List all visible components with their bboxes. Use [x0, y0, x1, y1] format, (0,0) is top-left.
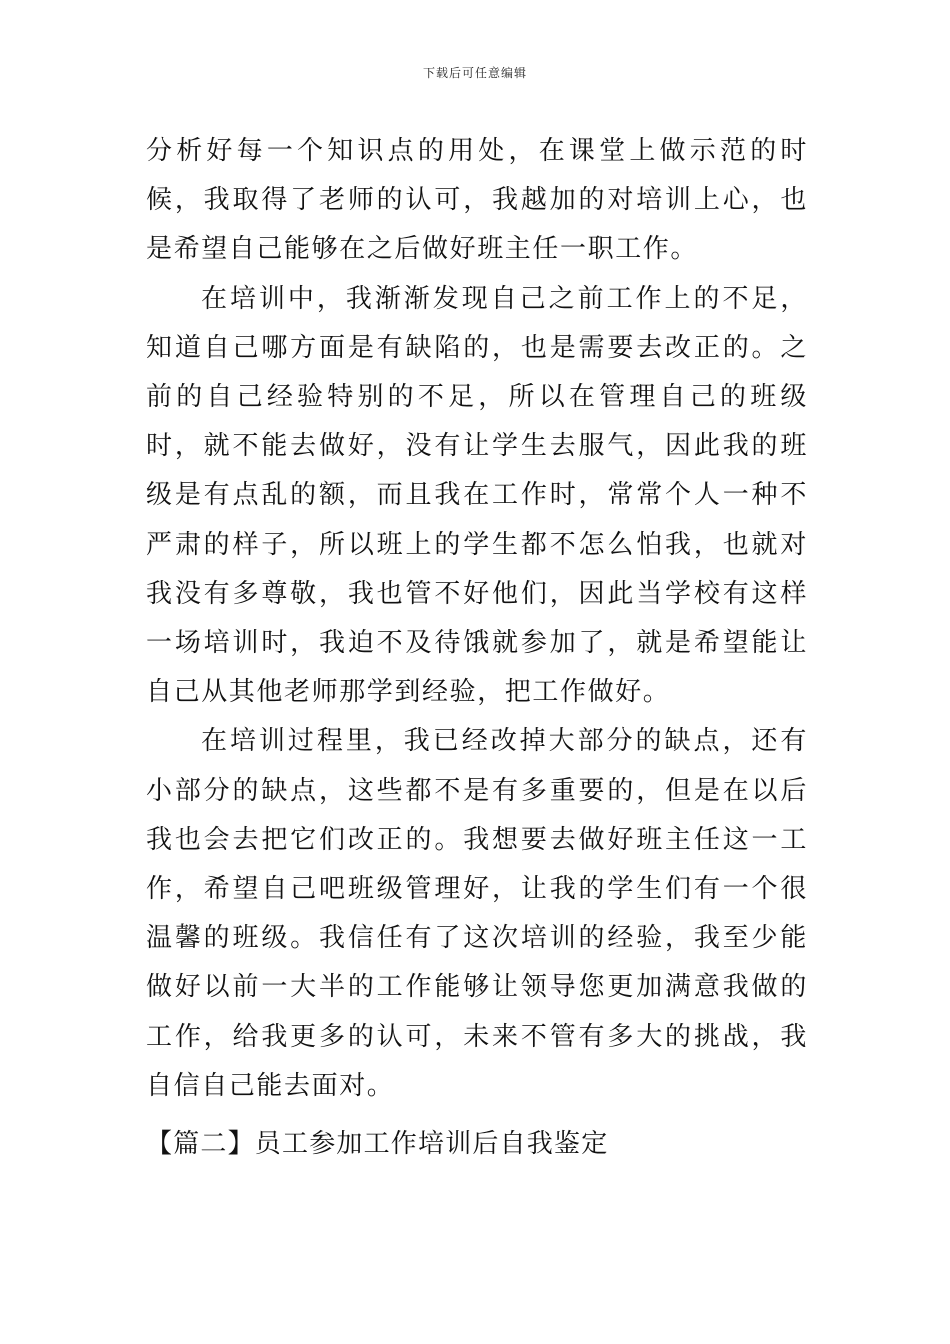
- paragraph-3: 在培训过程里，我已经改掉大部分的缺点，还有小部分的缺点，这些都不是有多重要的，但是在以后我也会去把它们改正的。我想要去做好班主任这一工作，希望自己吧班级管理好，让我的学生们有一个很温馨的班级。我信任有了这次培训的经验，我至少能做好以前一大半的工作能够让领导您更加满意我做的工作，给我更多的认可，未来不管有多大的挑战，我自信自己能去面对。: [146, 726, 808, 1101]
- section-heading: 【篇二】员工参加工作培训后自我鉴定: [146, 1129, 609, 1159]
- paragraph-1: 分析好每一个知识点的用处，在课堂上做示范的时候，我取得了老师的认可，我越加的对培训上心，也是希望自己能够在之后做好班主任一职工作。: [146, 136, 808, 265]
- body-text: [146, 127, 808, 1111]
- header-note: 下载后可任意编辑: [422, 66, 527, 80]
- paragraph-2: 在培训中，我渐渐发现自己之前工作上的不足，知道自己哪方面是有缺陷的，也是需要去改正的。之前的自己经验特别的不足，所以在管理自己的班级时，就不能去做好，没有让学生去服气，因此我的班级是有点乱的额，而且我在工作时，常常个人一种不严肃的样子，所以班上的学生都不怎么怕我，也就对我没有多尊敬，我也管不好他们，因此当学校有这样一场培训时，我迫不及待饿就参加了，就是希望能让自己从其他老师那学到经验，把工作做好。: [146, 283, 808, 708]
